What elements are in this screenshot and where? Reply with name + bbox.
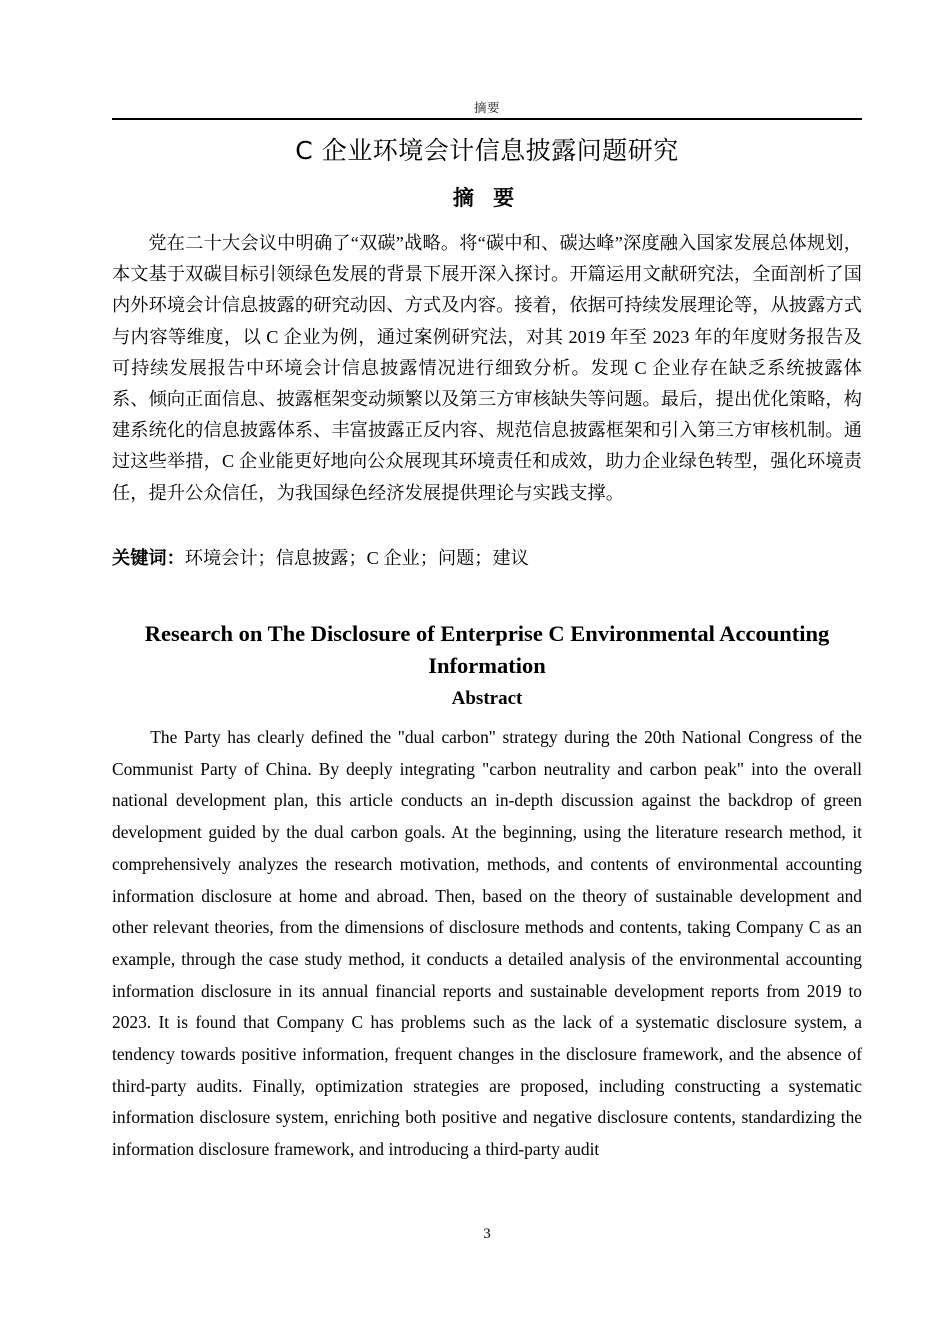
page-header <box>112 100 862 128</box>
keywords-line-chinese <box>112 543 862 574</box>
abstract-body-english: The Party has clearly defined the "dual carbon" strategy during the 20th National Congress of the Communist Party of China. By deeply integrating "carbon neutrality and carbon peak" into the overall national development plan, this article conducts an in-depth discussion against the backdrop of green development guided by the dual carbon goals. At the beginning, using the literature research method, it comprehensively analyzes the research motivation, methods, and contents of environmental accounting information disclosure at home and abroad. Then, based on the theory of sustainable development and other relevant theories, from the dimensions of disclosure methods and contents, taking Company C as an example, through the case study method, it conducts a detailed analysis of the environmental accounting information disclosure in its annual financial reports and sustainable development reports from 2019 to 2023. It is found that Company C has problems such as the lack of a systematic disclosure system, a tendency towards positive information, frequent changes in the disclosure framework, and the absence of third-party audits. Finally, optimization strategies are proposed, including constructing a systematic information disclosure system, enriching both positive and negative disclosure contents, standardizing the information disclosure framework, and introducing a third-party audit <box>112 727 862 1160</box>
header-divider-rule <box>112 118 862 120</box>
running-header-title: 摘要 <box>473 101 500 115</box>
keywords-label: 关键词： <box>112 547 185 568</box>
abstract-heading-chinese: 摘 要 <box>452 186 522 210</box>
page-content <box>112 128 862 1166</box>
document-title-english: Research on The Disclosure of Enterprise C Environmental Accounting Information <box>144 621 830 679</box>
abstract-heading-english: Abstract <box>451 688 523 710</box>
page-footer <box>112 1224 862 1244</box>
keywords-value: 环境会计；信息披露；C 企业；问题；建议 <box>184 547 529 568</box>
abstract-body-chinese: 党在二十大会议中明确了“双碳”战略。将“碳中和、碳达峰”深度融入国家发展总体规划，本文基于双碳目标引领绿色发展的背景下展开深入探讨。开篇运用文献研究法，全面剖析了国内外环境会计信息披露的研究动因、方式及内容。接着，依据可持续发展理论等，从披露方式与内容等维度，以 C 企业为例，通过案例研究法，对其 2019 年至 2023 年的年度财务报告及可持续发展报告中环境会计信息披露情况进行细致分析。发现 C 企业存在缺乏系统披露体系、倾向正面信息、披露框架变动频繁以及第三方审核缺失等问题。最后，提出优化策略，构建系统化的信息披露体系、丰富披露正反内容、规范信息披露框架和引入第三方审核机制。通过这些举措，C 企业能更好地向公众展现其环境责任和成效，助力企业绿色转型，强化环境责任，提升公众信任，为我国绿色经济发展提供理论与实践支撑。 <box>112 233 862 503</box>
document-title-chinese: C 企业环境会计信息披露问题研究 <box>295 136 679 165</box>
page-number: 3 <box>483 1226 491 1242</box>
